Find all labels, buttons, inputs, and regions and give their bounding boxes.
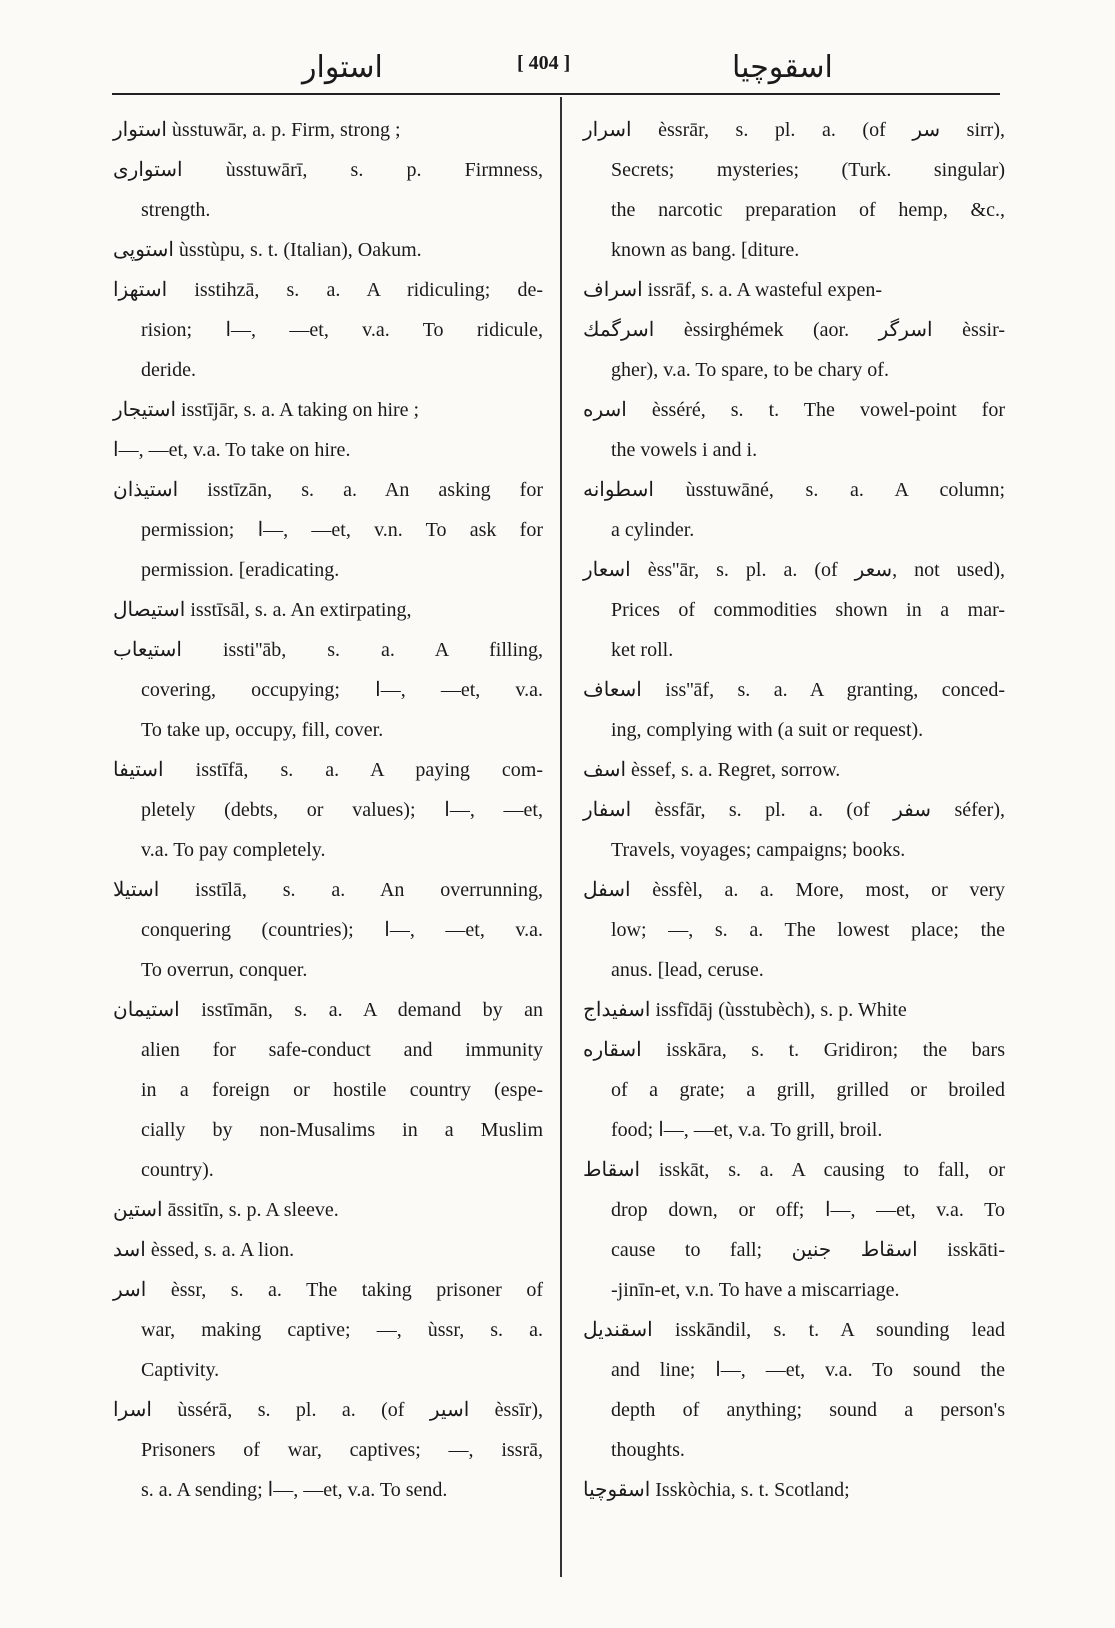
text-line: Prices of commodities shown in a mar- xyxy=(611,599,1005,621)
text-line: اسرار èssrār, s. pl. a. (of سر sirr), xyxy=(583,119,1005,141)
text-line: -jinīn-et, v.n. To have a miscarriage. xyxy=(611,1279,900,1301)
text-line: Secrets; mysteries; (Turk. singular) xyxy=(611,159,1005,181)
text-line: استیصال isstīsāl, s. a. An extirpating, xyxy=(113,599,412,621)
text-line: اسد èssed, s. a. A lion. xyxy=(113,1239,295,1261)
text-line: pletely (debts, or values); ا—, —et, xyxy=(141,799,543,821)
text-line: gher), v.a. To spare, to be chary of. xyxy=(611,359,889,381)
text-line: استیجار isstījār, s. a. A taking on hire ; xyxy=(113,399,420,421)
text-line: alien for safe-conduct and immunity xyxy=(141,1039,543,1061)
text-line: Prisoners of war, captives; —, issrā, xyxy=(141,1439,543,1461)
text-line: rision; ا—, —et, v.a. To ridicule, xyxy=(141,319,543,341)
text-line: To overrun, conquer. xyxy=(141,959,308,981)
text-line: ket roll. xyxy=(611,639,674,661)
text-line: اسره èsséré, s. t. The vowel-point for xyxy=(583,399,1005,421)
text-line: اسقاره isskāra, s. t. Gridiron; the bars xyxy=(583,1039,1005,1061)
text-line: اسطوانه ùsstuwāné, s. a. A column; xyxy=(583,479,1005,501)
text-line: food; ا—, —et, v.a. To grill, broil. xyxy=(611,1119,883,1141)
page-header xyxy=(112,42,1000,92)
text-line: استیمان isstīmān, s. a. A demand by an xyxy=(113,999,543,1021)
text-line: اسقاط isskāt, s. a. A causing to fall, or xyxy=(583,1159,1005,1181)
text-line: country). xyxy=(141,1159,214,1181)
text-line: استیعاب issti''āb, s. a. A filling, xyxy=(113,639,543,661)
text-line: drop down, or off; ا—, —et, v.a. To xyxy=(611,1199,1005,1221)
text-line: اسقوچیا Isskòchia, s. t. Scotland; xyxy=(583,1479,850,1501)
text-line: war, making captive; —, ùssr, s. a. xyxy=(141,1319,543,1341)
text-line: Travels, voyages; campaigns; books. xyxy=(611,839,906,861)
right-column xyxy=(583,110,1005,1510)
text-line: and line; ا—, —et, v.a. To sound the xyxy=(611,1359,1005,1381)
text-line: strength. xyxy=(141,199,211,221)
text-line: ا—, —et, v.a. To take on hire. xyxy=(113,439,351,461)
column-divider xyxy=(560,97,562,1577)
text-line: permission. [eradicating. xyxy=(141,559,340,581)
header-right-word: اسقوچیا xyxy=(732,50,833,85)
text-line: anus. [lead, ceruse. xyxy=(611,959,764,981)
text-line: of a grate; a grill, grilled or broiled xyxy=(611,1079,1005,1101)
text-line: in a foreign or hostile country (espe- xyxy=(141,1079,543,1101)
text-line: deride. xyxy=(141,359,196,381)
text-line: اسفل èssfèl, a. a. More, most, or very xyxy=(583,879,1005,901)
text-line: استواری ùsstuwārī, s. p. Firmness, xyxy=(113,159,543,181)
text-line: اسعاف iss''āf, s. a. A granting, conced- xyxy=(583,679,1005,701)
text-line: استهزا isstihzā, s. a. A ridiculing; de- xyxy=(113,279,543,301)
text-line: v.a. To pay completely. xyxy=(141,839,326,861)
text-line: اسقندیل isskāndil, s. t. A sounding lead xyxy=(583,1319,1005,1341)
text-line: اسفیداج issfīdāj (ùsstubèch), s. p. White xyxy=(583,999,907,1021)
text-line: اسراف issrāf, s. a. A wasteful expen- xyxy=(583,279,883,301)
text-line: استیذان isstīzān, s. a. An asking for xyxy=(113,479,543,501)
page-number: [ 404 ] xyxy=(517,52,571,74)
text-line: cause to fall; اسقاط جنین isskāti- xyxy=(611,1239,1005,1261)
header-left-word: استوار xyxy=(302,50,383,85)
text-line: covering, occupying; ا—, —et, v.a. xyxy=(141,679,544,701)
text-line: استیلا isstīlā, s. a. An overrunning, xyxy=(113,879,543,901)
text-line: permission; ا—, —et, v.n. To ask for xyxy=(141,519,543,541)
text-line: استوپی ùsstùpu, s. t. (Italian), Oakum. xyxy=(113,239,422,261)
text-line: اسرگمك èssirghémek (aor. اسرگر èssir- xyxy=(583,319,1006,341)
text-line: استیفا isstīfā, s. a. A paying com- xyxy=(113,759,543,781)
text-line: ing, complying with (a suit or request). xyxy=(611,719,924,741)
text-line: اسف èssef, s. a. Regret, sorrow. xyxy=(583,759,841,781)
text-line: To take up, occupy, fill, cover. xyxy=(141,719,384,741)
text-line: استوار ùsstuwār, a. p. Firm, strong ; xyxy=(113,119,401,141)
text-line: depth of anything; sound a person's xyxy=(611,1399,1005,1421)
text-line: low; —, s. a. The lowest place; the xyxy=(611,919,1005,941)
text-line: استین āssitīn, s. p. A sleeve. xyxy=(113,1199,339,1221)
header-rule xyxy=(112,93,1000,95)
text-line: a cylinder. xyxy=(611,519,695,541)
text-line: known as bang. [diture. xyxy=(611,239,800,261)
text-line: s. a. A sending; ا—, —et, v.a. To send. xyxy=(141,1479,448,1501)
text-line: Captivity. xyxy=(141,1359,220,1381)
text-line: اسعار èss''ār, s. pl. a. (of سعر, not used), xyxy=(583,559,1005,581)
text-line: thoughts. xyxy=(611,1439,685,1461)
text-line: اسفار èssfār, s. pl. a. (of سفر séfer), xyxy=(583,799,1005,821)
left-column xyxy=(113,110,543,1510)
text-line: the vowels i and i. xyxy=(611,439,758,461)
text-line: conquering (countries); ا—, —et, v.a. xyxy=(141,919,543,941)
text-line: the narcotic preparation of hemp, &c., xyxy=(611,199,1005,221)
text-line: اسرا ùssérā, s. pl. a. (of اسیر èssīr), xyxy=(113,1399,543,1421)
text-line: cially by non-Musalims in a Muslim xyxy=(141,1119,543,1141)
text-line: اسر èssr, s. a. The taking prisoner of xyxy=(113,1279,543,1301)
